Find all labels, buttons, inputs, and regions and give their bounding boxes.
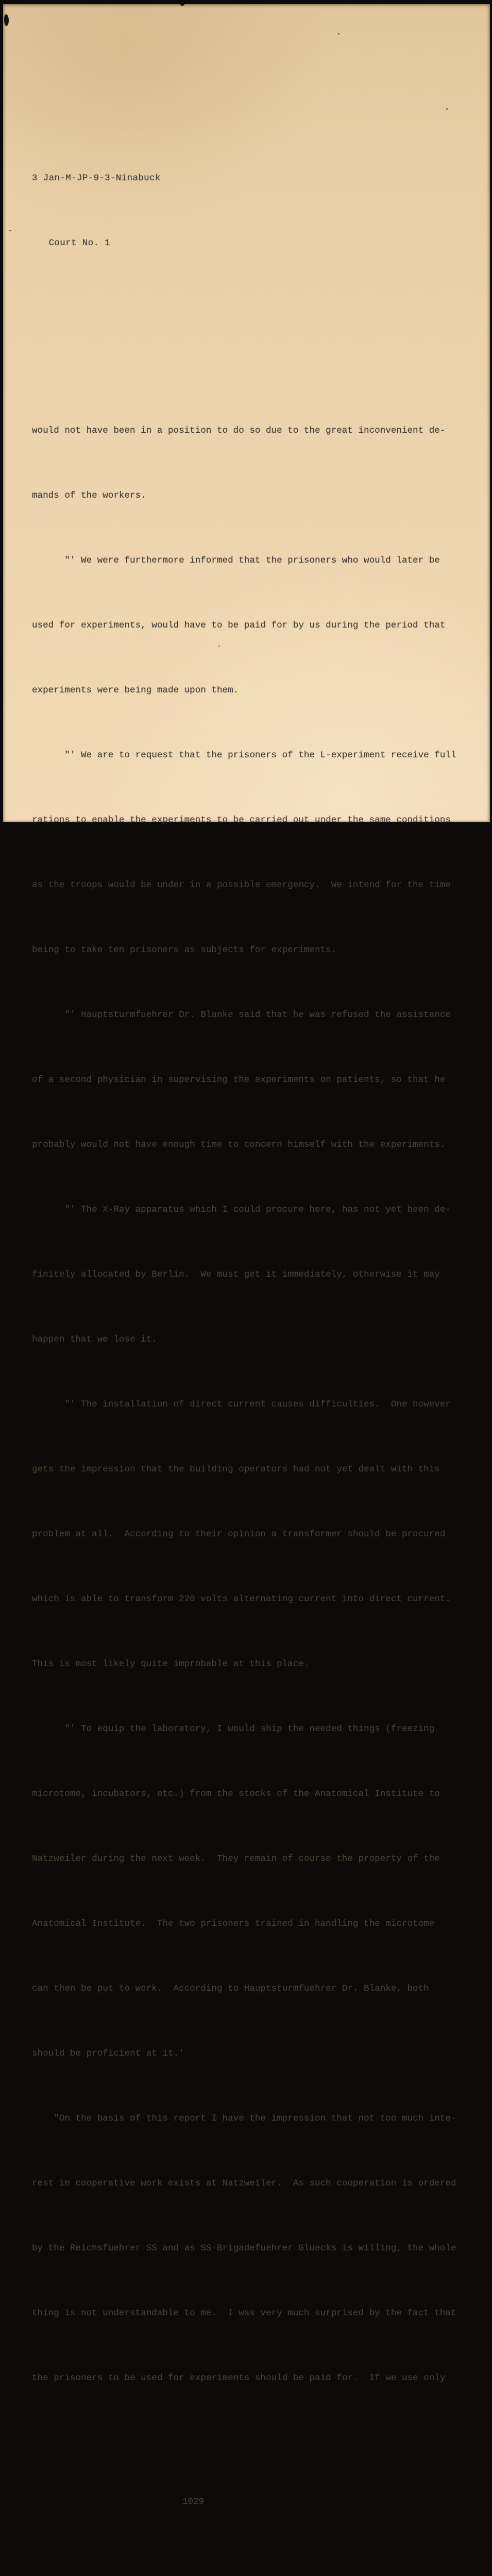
scan-artifact-speck xyxy=(446,108,448,110)
document-line: experiments were being made upon them. xyxy=(32,685,239,696)
document-line: "' The X-Ray apparatus which I could procure here, has not yet been de- xyxy=(32,1205,451,1215)
document-line: by the Reichsfuehrer SS and as SS-Brigadefuehrer Gluecks is willing, the whole xyxy=(32,2243,456,2253)
document-line: gets the impression that the building operators had not yet dealt with this xyxy=(32,1464,440,1475)
scan-artifact-speck xyxy=(218,646,220,647)
scan-artifact-speck xyxy=(338,33,340,35)
document-line: probably would not have enough time to concern himself with the experiments. xyxy=(32,1140,446,1150)
document-line: of a second physician in supervising the experiments on patients, so that he xyxy=(32,1075,446,1085)
document-line: "On the basis of this report I have the impression that not too much inte- xyxy=(32,2113,456,2124)
document-line: microtome, incubators, etc.) from the stocks of the Anatomical Institute to xyxy=(32,1789,440,1799)
document-line: "' We are to request that the prisoners of the L-experiment receive full xyxy=(32,750,456,760)
scan-artifact-speck xyxy=(180,3,184,6)
document-line: "' We were furthermore informed that the prisoners who would later be xyxy=(32,555,440,566)
document-line: which is able to transform 220 volts alternating current into direct current. xyxy=(32,1594,451,1604)
document-line: the prisoners to be used for experiments should be paid for. If we use only xyxy=(32,2373,446,2383)
document-line: Anatomical Institute. The two prisoners trained in handling the microtome xyxy=(32,1919,435,1929)
document-line: used for experiments, would have to be paid for by us during the period that xyxy=(32,620,446,631)
document-line: problem at all. According to their opinion a transformer should be procured xyxy=(32,1529,446,1539)
document-line: Natzweiler during the next week. They remain of course the property of the xyxy=(32,1854,440,1864)
document-line: as the troops would be under in a possible emergency. We intend for the time xyxy=(32,880,451,890)
document-line: would not have been in a position to do so due to the great inconvenient de- xyxy=(32,426,446,436)
document-line: being to take ten prisoners as subjects for experiments. xyxy=(32,945,337,955)
document-line: mands of the workers. xyxy=(32,490,146,501)
document-text xyxy=(32,59,483,2576)
header-court-line: Court No. 1 xyxy=(32,238,111,248)
document-line: thing is not understandable to me. I was very much surprised by the fact that xyxy=(32,2308,456,2318)
document-line: rest in cooperative work exists at Natzweiler. As such cooperation is ordered xyxy=(32,2178,456,2189)
document-line: "' To equip the laboratory, I would ship the needed things (freezing xyxy=(32,1724,435,1734)
document-line: happen that we lose it. xyxy=(32,1334,157,1345)
document-line: finitely allocated by Berlin. We must get it immediately, otherwise it may xyxy=(32,1269,440,1280)
document-line: This is most likely quite improbable at this place. xyxy=(32,1659,310,1669)
document-header xyxy=(32,124,483,297)
header-case-line: 3 Jan-M-JP-9-3-Ninabuck xyxy=(32,173,161,183)
document-line: "' The installation of direct current causes difficulties. One however xyxy=(32,1399,451,1410)
document-line: rations to enable the experiments to be carried out under the same conditions xyxy=(32,815,451,825)
document-line: "' Hauptsturmfuehrer Dr. Blanke said that he was refused the assistance xyxy=(32,1010,451,1020)
scan-artifact-speck xyxy=(9,230,11,231)
scan-artifact-speck xyxy=(4,14,9,26)
page-number: 1029 xyxy=(182,2497,205,2507)
document-body xyxy=(32,377,483,2432)
document-line: can then be put to work. According to Hauptsturmfuehrer Dr. Blanke, both xyxy=(32,1984,429,1994)
document-line: should be proficient at it.' xyxy=(32,2048,184,2059)
paper-sheet xyxy=(3,4,490,2507)
